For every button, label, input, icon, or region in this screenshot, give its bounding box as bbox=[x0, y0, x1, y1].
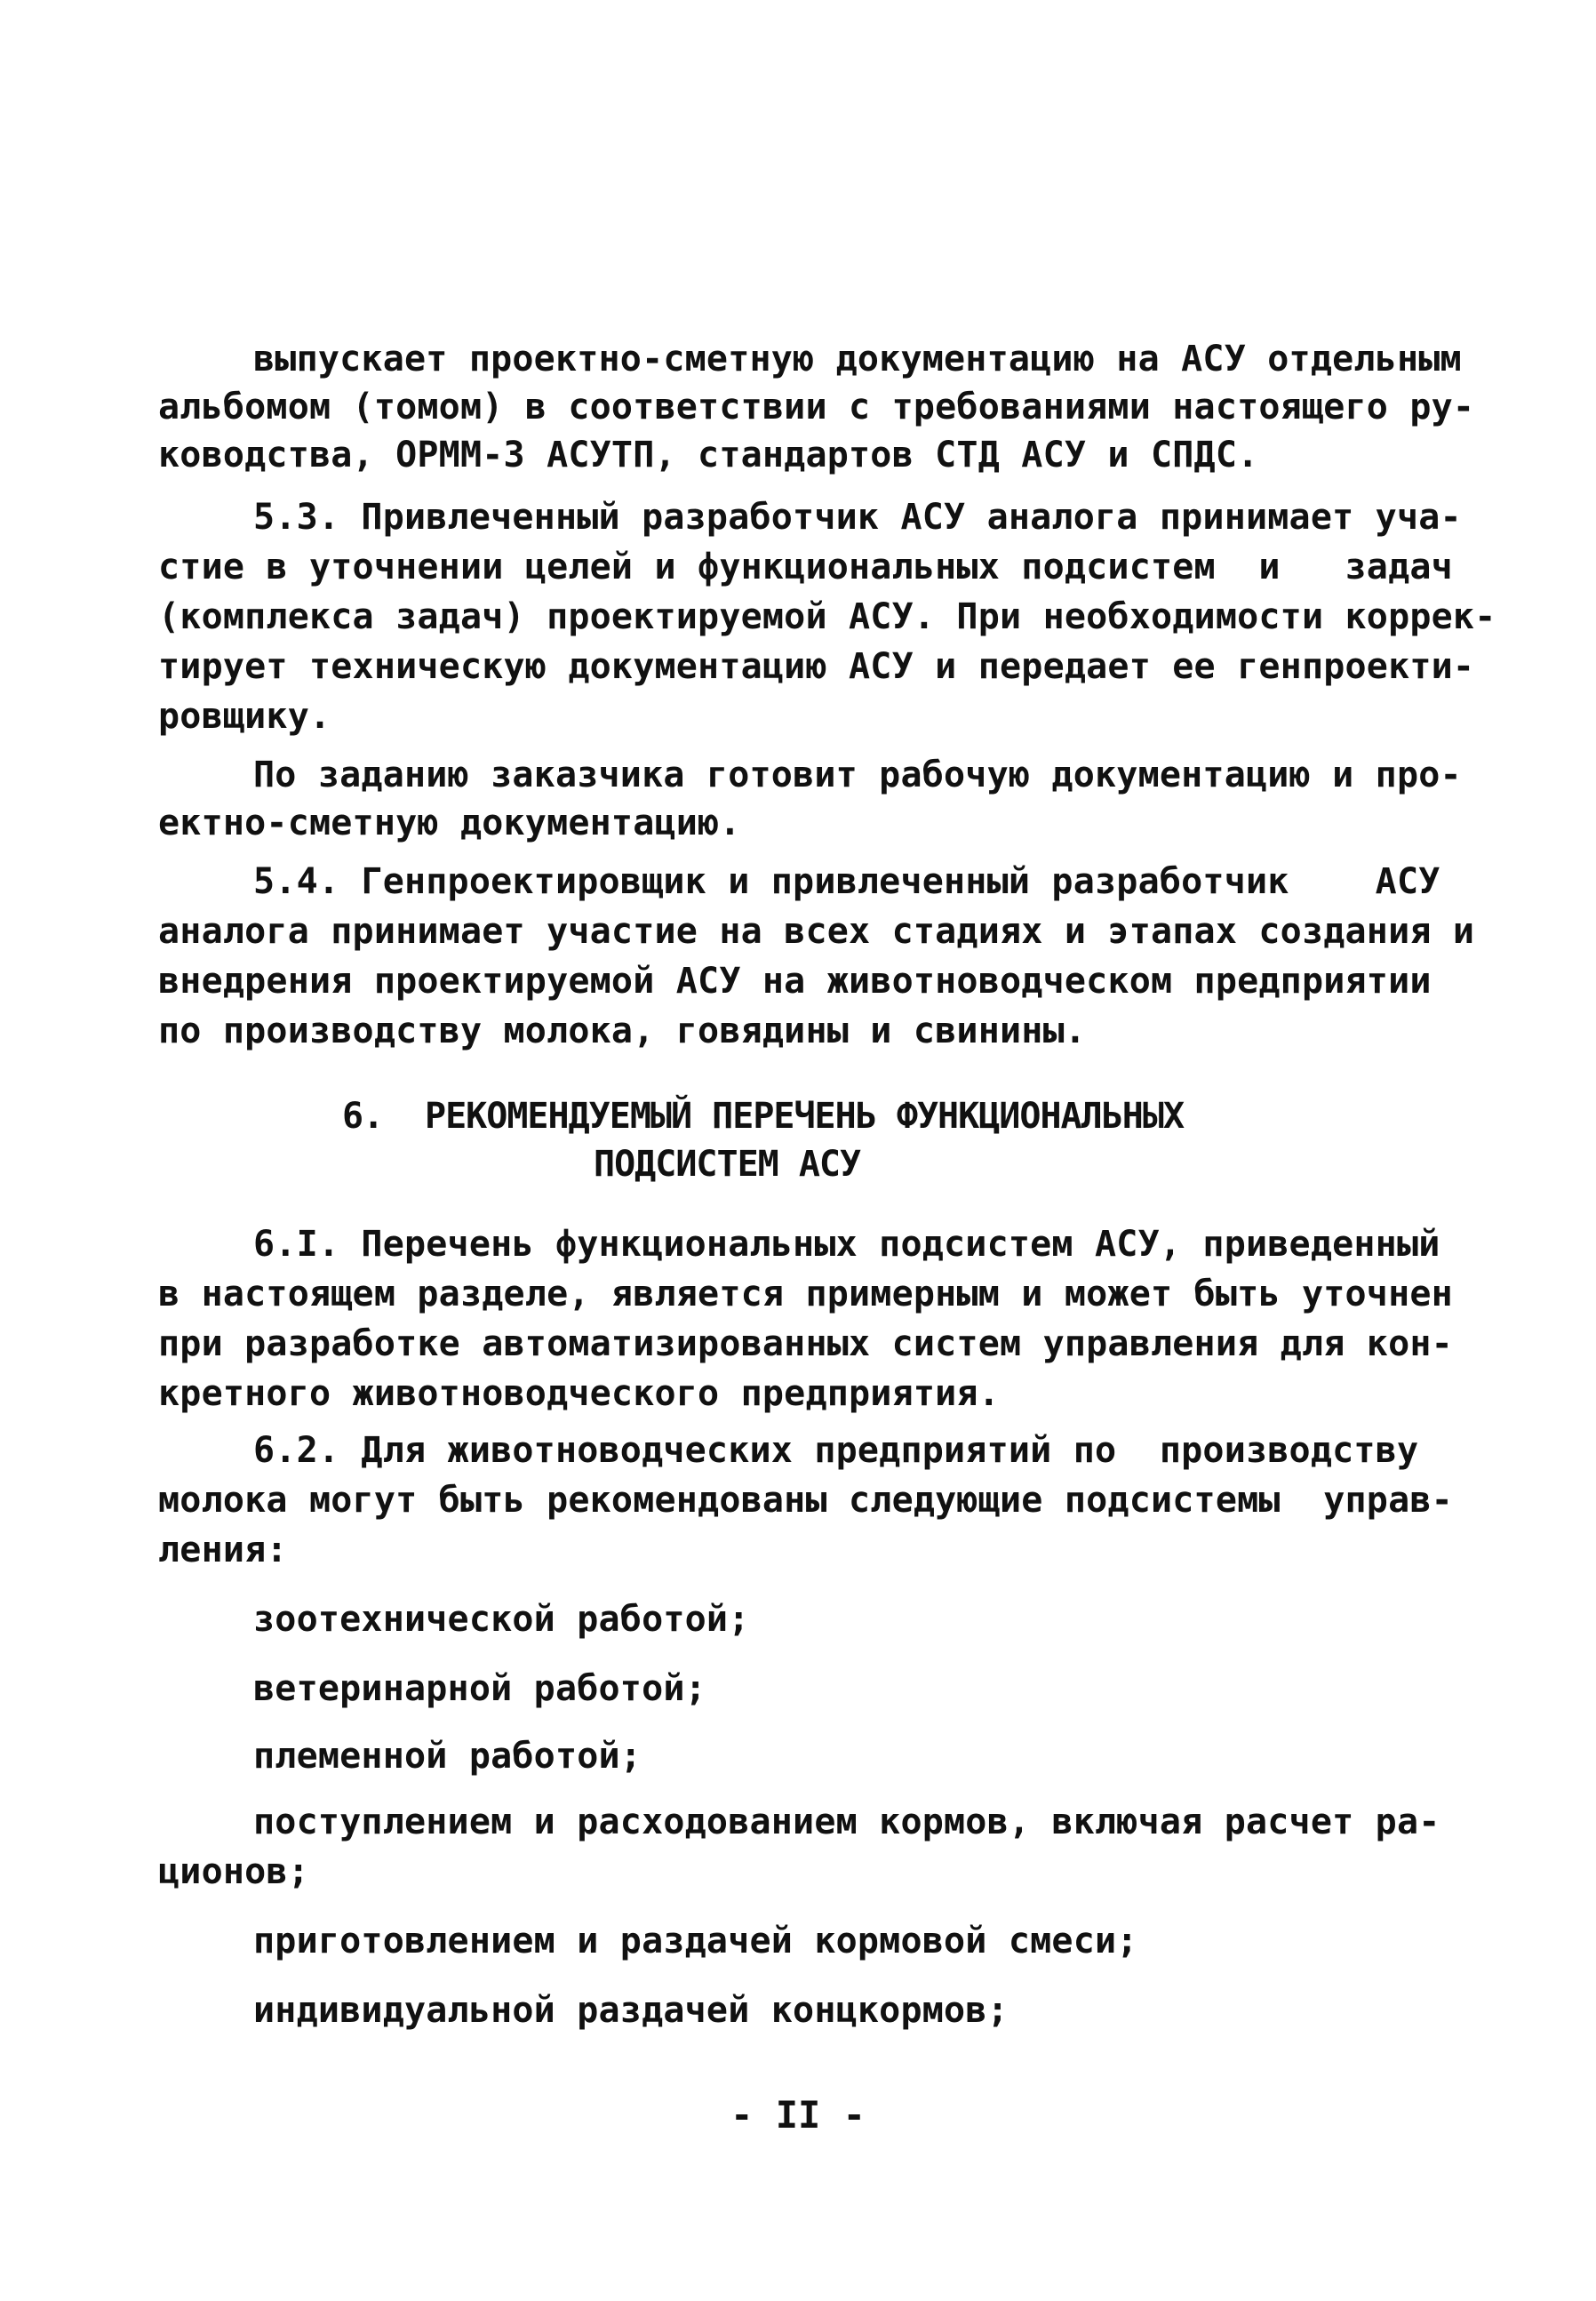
section-heading-line2: ПОДСИСТЕМ АСУ bbox=[594, 1144, 861, 1185]
paragraph-line: в настоящем разделе, является примерным и может быть уточнен bbox=[158, 1274, 1453, 1314]
list-item: поступлением и расходованием кормов, включая расчет ра- bbox=[253, 1802, 1440, 1842]
paragraph-line: альбомом (томом) в соответствии с требованиями настоящего ру- bbox=[158, 387, 1475, 427]
paragraph-line: По заданию заказчика готовит рабочую документацию и про- bbox=[253, 755, 1462, 795]
paragraph-line: ления: bbox=[158, 1530, 288, 1570]
list-item: ционов; bbox=[158, 1851, 309, 1892]
paragraph-line: выпускает проектно-сметную документацию на АСУ отдельным bbox=[253, 339, 1462, 380]
list-item: племенной работой; bbox=[253, 1736, 642, 1777]
list-item: индивидуальной раздачей концкормов; bbox=[253, 1990, 1009, 2031]
list-item: ветеринарной работой; bbox=[253, 1668, 706, 1709]
paragraph-line: внедрения проектируемой АСУ на животноводческом предприятии bbox=[158, 961, 1432, 1002]
paragraph-line: ектно-сметную документацию. bbox=[158, 803, 741, 843]
paragraph-line: ровщику. bbox=[158, 696, 331, 737]
list-item: зоотехнической работой; bbox=[253, 1599, 750, 1640]
section-heading-line1: РЕКОМЕНДУЕМЫЙ ПЕРЕЧЕНЬ ФУНКЦИОНАЛЬНЫХ bbox=[425, 1096, 1185, 1137]
paragraph-line: (комплекса задач) проектируемой АСУ. При необходимости коррек- bbox=[158, 596, 1496, 637]
paragraph-line: тирует техническую документацию АСУ и передает ее генпроекти- bbox=[158, 646, 1475, 687]
paragraph-line: 6.2. Для животноводческих предприятий по производству bbox=[253, 1430, 1419, 1471]
paragraph-line: при разработке автоматизированных систем управления для кон- bbox=[158, 1323, 1453, 1364]
paragraph-line: аналога принимает участие на всех стадиях и этапах создания и bbox=[158, 911, 1475, 952]
page-number: - II - bbox=[730, 2093, 866, 2137]
paragraph-line: кретного животноводческого предприятия. bbox=[158, 1373, 1000, 1414]
paragraph-line: 5.4. Генпроектировщик и привлеченный разработчик АСУ bbox=[253, 861, 1440, 902]
section-number: 6. bbox=[342, 1096, 384, 1137]
paragraph-line: 5.3. Привлеченный разработчик АСУ аналога принимает уча- bbox=[253, 497, 1462, 538]
paragraph-line: молока могут быть рекомендованы следующие подсистемы управ- bbox=[158, 1480, 1453, 1521]
paragraph-line: 6.I. Перечень функциональных подсистем АСУ, приведенный bbox=[253, 1224, 1440, 1265]
paragraph-line: по производству молока, говядины и свинины. bbox=[158, 1011, 1087, 1051]
paragraph-line: стие в уточнении целей и функциональных подсистем и задач bbox=[158, 547, 1453, 587]
paragraph-line: ководства, ОРММ-3 АСУТП, стандартов СТД АСУ и СПДС. bbox=[158, 435, 1259, 475]
list-item: приготовлением и раздачей кормовой смеси; bbox=[253, 1921, 1138, 1961]
